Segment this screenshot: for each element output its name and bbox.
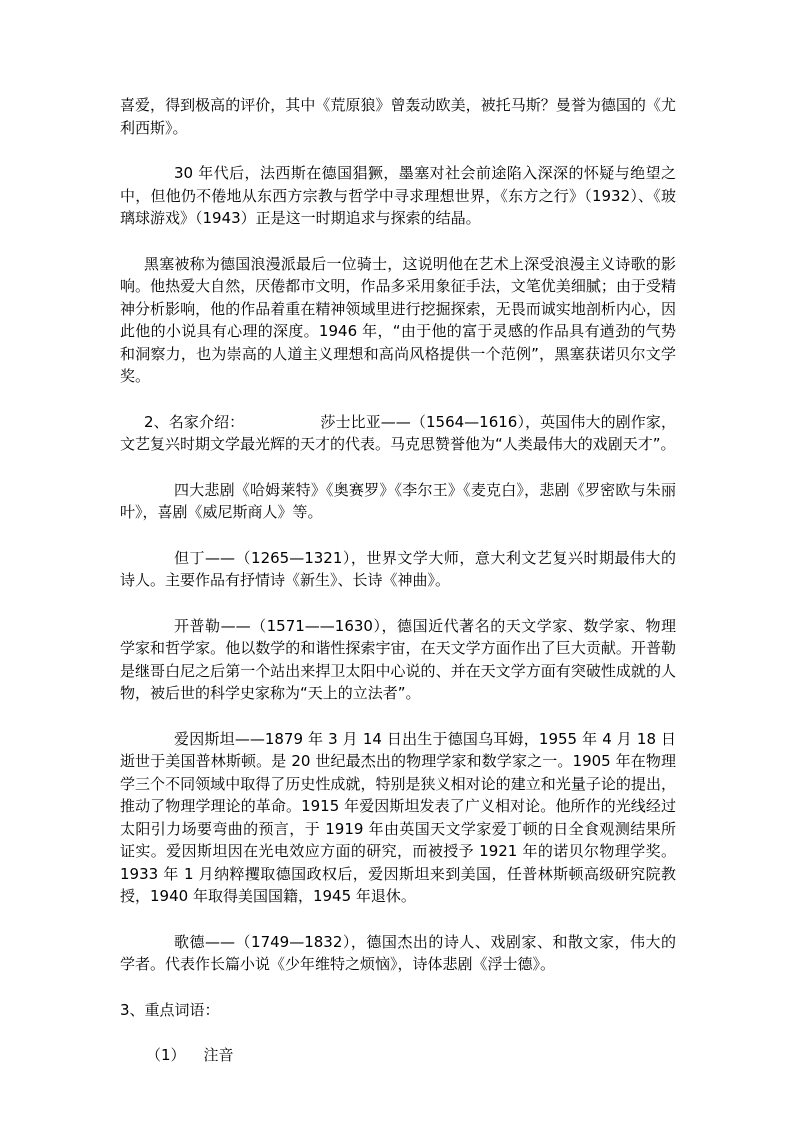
subsection-number: （1） [146, 1046, 186, 1064]
section-label-famous-intro: 2、名家介绍： [144, 412, 245, 431]
shakespeare-text: 莎士比亚——（1564—1616），英国伟大的剧作家，文艺复兴时期文学最光辉的天才的代表。马克思赞誉他为“人类最伟大的戏剧天才”。 [120, 412, 676, 453]
paragraph-hesse-steppenwolf: 喜爱，得到极高的评价，其中《荒原狼》曾轰动欧美，被托马斯？曼誉为德国的《尤利西斯》。 [120, 96, 676, 137]
paragraph-dante: 但丁——（1265—1321），世界文学大师，意大利文艺复兴时期最伟大的诗人。主要作品有抒情诗《新生》、长诗《神曲》。 [120, 548, 676, 589]
section-heading-key-words: 3、重点词语： [120, 1000, 220, 1019]
paragraph-hesse-1930s: 30 年代后，法西斯在德国猖獗，墨塞对社会前途陷入深深的怀疑与绝望之中，但他仍不倦地从东西方宗教与哲学中寻求理想世界，《东方之行》（1932）、《玻璃球游戏》（1943）正是这一时期追求与探索的结晶。 [120, 164, 676, 227]
paragraph-famous-intro-shakespeare [120, 411, 676, 456]
subsection-pronunciation [120, 1044, 676, 1067]
paragraph-shakespeare-works: 四大悲剧《哈姆莱特》《奥赛罗》《李尔王》《麦克白》，悲剧《罗密欧与朱丽叶》，喜剧《威尼斯商人》等。 [120, 480, 676, 521]
paragraph-einstein: 爱因斯坦——1879 年 3 月 14 日出生于德国乌耳姆，1955 年 4 月 18 日逝世于美国普林斯顿。是 20 世纪最杰出的物理学家和数学家之一。1905 年在物理学三个不同领域中取得了历史性成就，特别是狭义相对论的建立和光量子论的提出，推动了物理学理论的革命。1915 年爱因斯坦发表了广义相对论。他所作的光线经过太阳引力场要弯曲的预言，于 1919 年由英国天文学家爱丁顿的日全食观测结果所证实。爱因斯坦因在光电效应方面的研究，而被授予 1921 年的诺贝尔物理学奖。1933 年 1 月纳粹攫取德国政权后，爱因斯坦来到美国，任普林斯顿高级研究院教授，1940 年取得美国国籍，1945 年退休。 [120, 729, 676, 905]
paragraph-goethe: 歌德——（1749—1832），德国杰出的诗人、戏剧家、和散文家，伟大的学者。代表作长篇小说《少年维特之烦恼》，诗体悲剧《浮士德》。 [120, 932, 676, 973]
paragraph-hesse-romantic: 黑塞被称为德国浪漫派最后一位骑士，这说明他在艺术上深受浪漫主义诗歌的影响。他热爱大自然，厌倦都市文明，作品多采用象征手法，文笔优美细腻；由于受精神分析影响，他的作品着重在精神领域里进行挖掘探索，无畏而诚实地剖析内心，因此他的小说具有心理的深度。1946 年，“由于他的富于灵感的作品具有遒劲的气势和洞察力，也为崇高的人道主义理想和高尚风格提供一个范例”，黑塞获诺贝尔文学奖。 [120, 254, 676, 385]
document-page [120, 94, 676, 1090]
paragraph-kepler: 开普勒——（1571——1630），德国近代著名的天文学家、数学家、物理学家和哲学家。他以数学的和谐性探索宇宙，在天文学方面作出了巨大贡献。开普勒是继哥白尼之后第一个站出来捍卫太阳中心说的、并在天文学方面有突破性成就的人物，被后世的科学史家称为“天上的立法者”。 [120, 616, 676, 702]
subsection-title: 注音 [203, 1046, 234, 1064]
